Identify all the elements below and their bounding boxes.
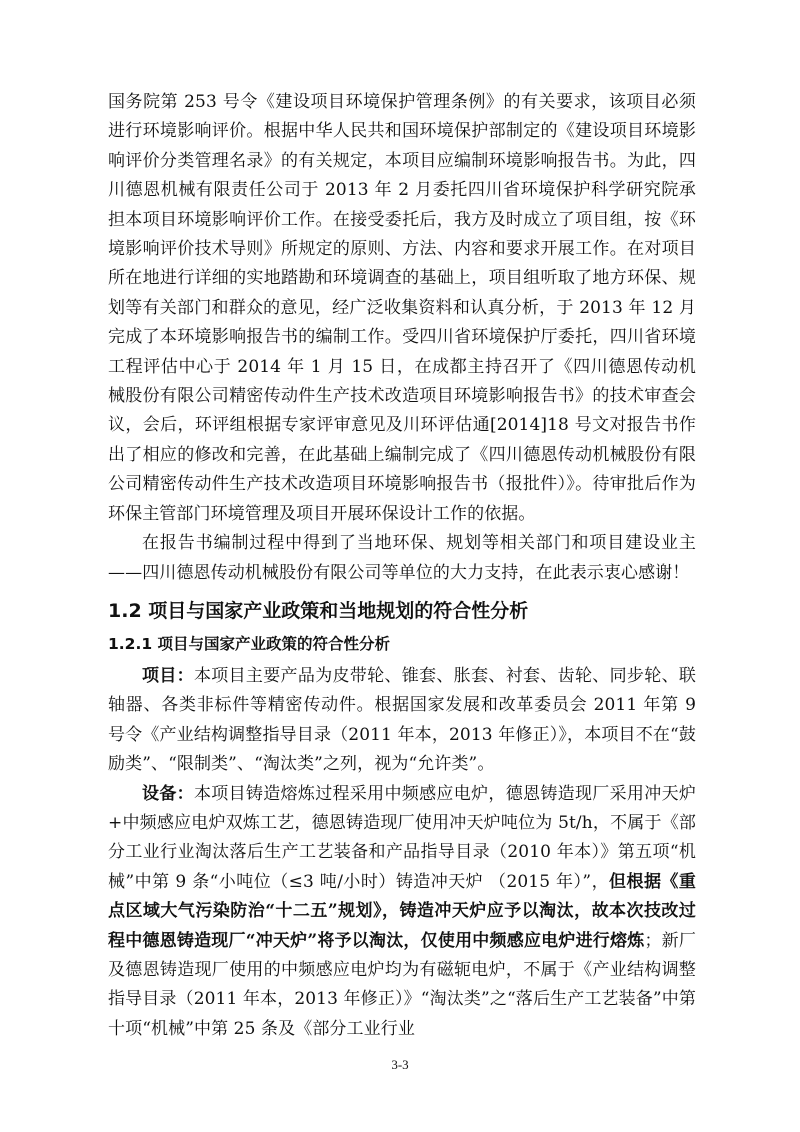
section-heading: 1.2 项目与国家产业政策和当地规划的符合性分析 [108, 599, 529, 622]
equipment-bold-text: 但根据《重点区域大气污染防治“十二五”规划》，铸造冲天炉应予以淘汰，故本次技改过程中德恩铸造现厂“冲天炉”将予以淘汰，仅使用中频感应电炉进行熔炼 [108, 871, 696, 951]
equipment-text-1: 本项目铸造熔炼过程采用中频感应电炉，德恩铸造现厂采用冲天炉+中频感应电炉双炼工艺，德恩铸造现厂使用冲天炉吨位为 5t/h，不属于《部分工业行业淘汰落后生产工艺装备和产品指导目录（2010 年本）》第五项“机械”中第 9 条“小吨位（≤3 吨/小时）铸造冲天炉 （2015 年）”， [108, 783, 696, 892]
body-paragraph-2: 在报告书编制过程中得到了当地环保、规划等相关部门和项目建设业主——四川德恩传动机械股份有限公司等单位的大力支持，在此表示衷心感谢！ [108, 533, 696, 583]
equipment-paragraph [108, 780, 696, 1045]
document-page [108, 88, 696, 1044]
project-paragraph [108, 662, 696, 780]
equipment-label: 设备： [142, 783, 194, 804]
body-paragraph-1: 国务院第 253 号令《建设项目环境保护管理条例》的有关要求，该项目必须进行环境影响评价。根据中华人民共和国环境保护部制定的《建设项目环境影响评价分类管理名录》的有关规定，本项目应编制环境影响报告书。为此，四川德恩机械有限责任公司于 2013 年 2 月委托四川省环境保护科学研究院承担本项目环境影响评价工作。在接受委托后，我方及时成立了项目组，按《环境影响评价技术导则》所规定的原则、方法、内容和要求开展工作。在对项目所在地进行详细的实地踏勘和环境调查的基础上，项目组听取了地方环保、规划等有关部门和群众的意见，经广泛收集资料和认真分析，于 2013 年 12 月完成了本环境影响报告书的编制工作。受四川省环境保护厅委托，四川省环境工程评估中心于 2014 年 1 月 15 日，在成都主持召开了《四川德恩传动机械股份有限公司精密传动件生产技术改造项目环境影响报告书》的技术审查会议，会后，环评组根据专家评审意见及川环评估通[2014]18 号文对报告书作出了相应的修改和完善，在此基础上编制完成了《四川德恩传动机械股份有限公司精密传动件生产技术改造项目环境影响报告书（报批件）》。待审批后作为环保主管部门环境管理及项目开展环保设计工作的依据。 [108, 92, 696, 524]
subsection-heading: 1.2.1 项目与国家产业政策的符合性分析 [108, 634, 391, 653]
equipment-text-2: ；新厂及德恩铸造现厂使用的中频感应电炉均为有磁轭电炉，不属于《产业结构调整指导目录（2011 年本，2013 年修正）》“淘汰类”之“落后生产工艺装备”中第十项“机械”中第 25 条及《部分工业行业 [108, 930, 696, 1039]
page-number: 3-3 [391, 1057, 409, 1072]
project-label: 项目： [142, 665, 194, 686]
project-text: 本项目主要产品为皮带轮、锥套、胀套、衬套、齿轮、同步轮、联轴器、各类非标件等精密传动件。根据国家发展和改革委员会 2011 年第 9 号令《产业结构调整指导目录（2011 年本，2013 年修正）》，本项目不在“鼓励类”、“限制类”、“淘汰类”之列，视为“允许类”。 [108, 665, 696, 775]
